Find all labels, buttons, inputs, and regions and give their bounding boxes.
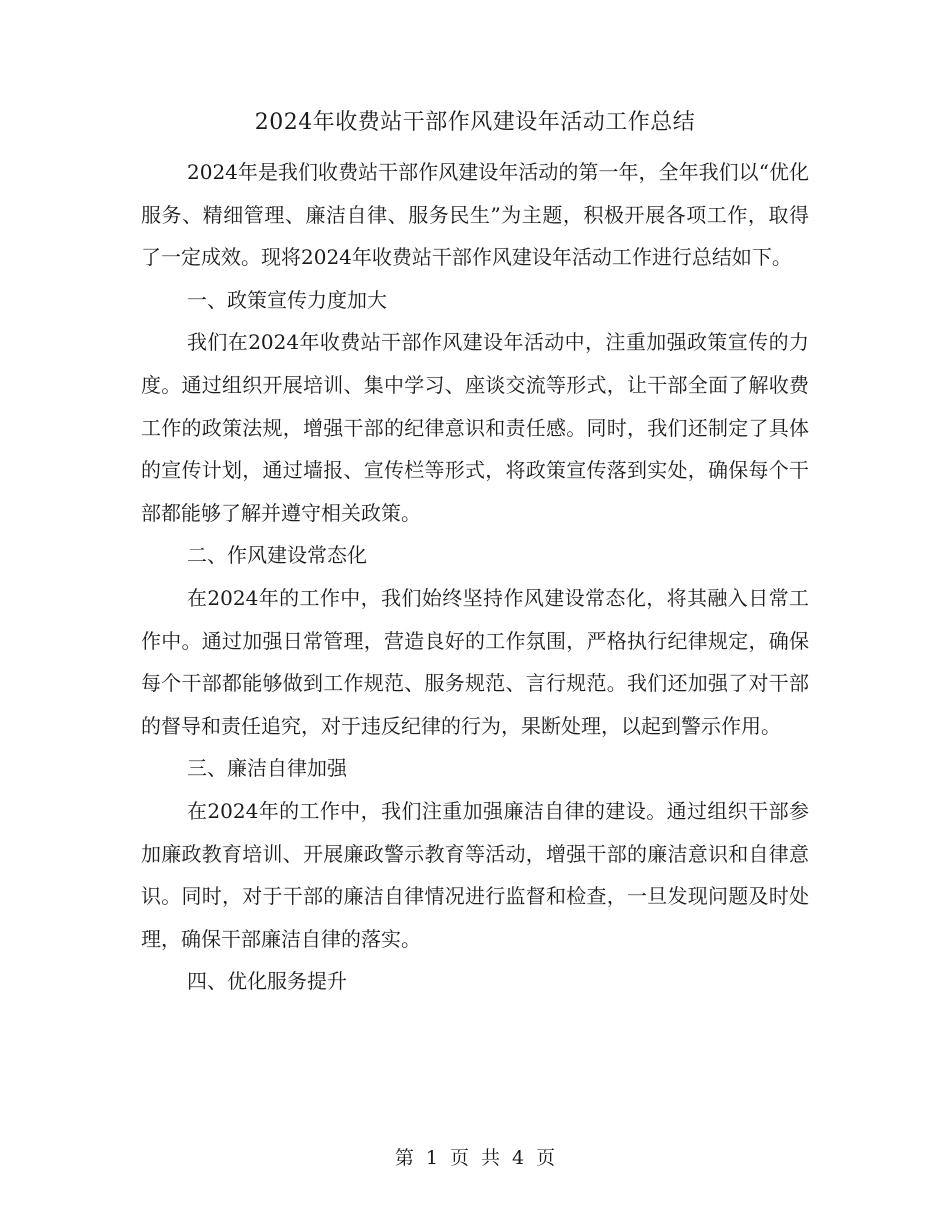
section-paragraph-1: 我们在2024年收费站干部作风建设年活动中，注重加强政策宣传的力度。通过组织开展培训、集中学习、座谈交流等形式，让干部全面了解收费工作的政策法规，增强干部的纪律意识和责任感。同时，我们还制定了具体的宣传计划，通过墙报、宣传栏等形式，将政策宣传落到实处，确保每个干部都能够了解并遵守相关政策。 [141, 330, 809, 525]
section-heading-2: 二、作风建设常态化 [187, 543, 367, 568]
intro-paragraph: 2024年是我们收费站干部作风建设年活动的第一年，全年我们以“优化服务、精细管理、廉洁自律、服务民生”为主题，积极开展各项工作，取得了一定成效。现将2024年收费站干部作风建设年活动工作进行总结如下。 [141, 160, 809, 270]
section-heading-1: 一、政策宣传力度加大 [187, 287, 387, 312]
section-heading-4: 四、优化服务提升 [187, 969, 347, 994]
document-body [141, 151, 809, 1003]
section-paragraph-2: 在2024年的工作中，我们始终坚持作风建设常态化，将其融入日常工作中。通过加强日常管理，营造良好的工作氛围，严格执行纪律规定，确保每个干部都能够做到工作规范、服务规范、言行规范。我们还加强了对干部的督导和责任追究，对于违反纪律的行为，果断处理，以起到警示作用。 [141, 585, 809, 738]
page-number-footer: 第 1 页 共 4 页 [394, 1147, 556, 1169]
document-title: 2024年收费站干部作风建设年活动工作总结 [254, 110, 696, 135]
section-heading-3: 三、廉洁自律加强 [187, 756, 347, 781]
section-paragraph-3: 在2024年的工作中，我们注重加强廉洁自律的建设。通过组织干部参加廉政教育培训、开展廉政警示教育等活动，增强干部的廉洁意识和自律意识。同时，对于干部的廉洁自律情况进行监督和检查，一旦发现问题及时处理，确保干部廉洁自律的落实。 [141, 798, 809, 951]
